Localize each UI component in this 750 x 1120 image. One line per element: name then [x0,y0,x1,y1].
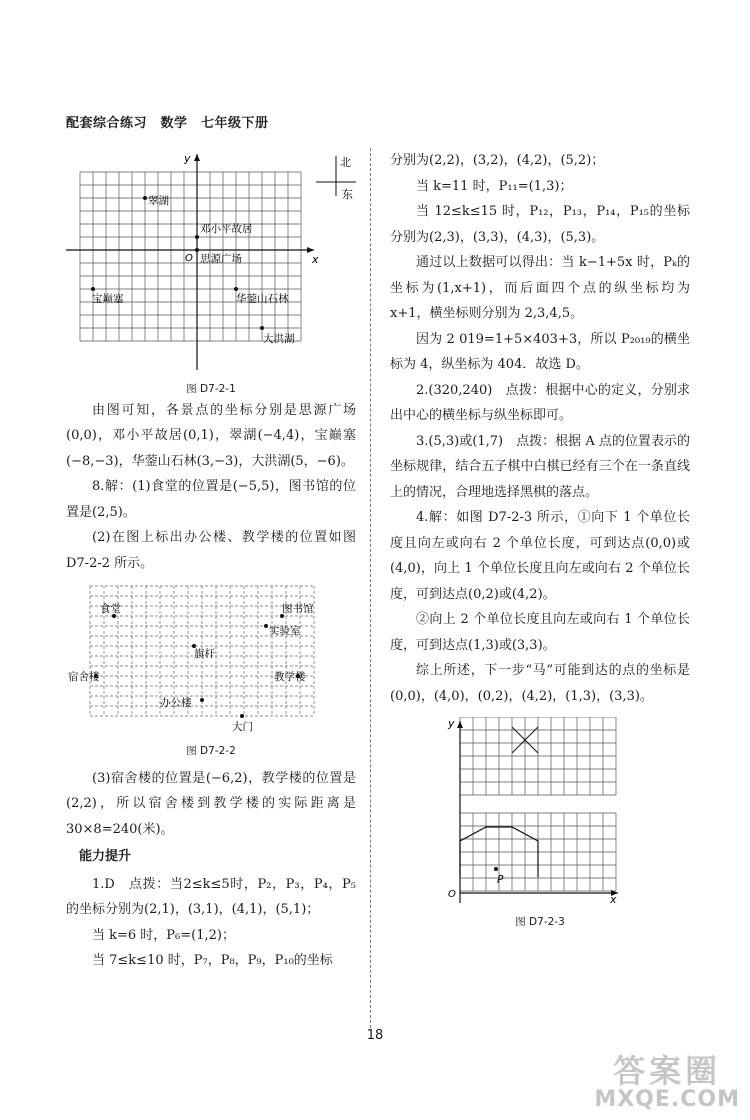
fig3-origin: O [448,889,456,900]
campus-coordinate-grid [66,582,356,732]
running-header: 配套综合练习 数学 七年级下册 [66,116,269,131]
label-jiaoxuelou: 教学楼 [274,671,306,683]
label-deng: 邓小平故居 [200,223,253,235]
watermark-line1: 答案圈 [613,1052,722,1090]
ability-1-k11: 当 k=11 时，P₁₁=(1,3)； [416,178,573,194]
fig3-point-p: P [497,874,504,886]
watermark-line2: MXQE.COM [594,1087,740,1112]
label-shiyanshi: 实验室 [269,625,301,637]
ability-2-text: 2.(320,240) 点拨：根据中心的定义，分别求出中心的横坐标与纵坐标即可。 [390,382,690,423]
ability-1-k7-10: 当 7≤k≤10 时，P₇，P₈，P₉，P₁₀的坐标 [92,953,333,968]
label-sushelou: 宿舍楼 [68,671,100,683]
figure-d7-2-1 [66,152,356,398]
label-cuihu: 翠湖 [148,195,169,207]
label-qigan: 旗杆 [194,648,215,660]
scenic-coordinate-grid [66,152,356,370]
ability-1-conclusion: 因为 2 019=1+5×403+3，所以 P₂₀₁₉的横坐标为 4，纵坐标为 404．故选 D。 [390,331,690,372]
label-baodian: 宝巅塞 [92,293,124,305]
answer-8-1-text: 8.解：(1)食堂的位置是(−5,5)，图书馆的位置是(2,5)。 [66,479,356,520]
page-number: 18 [366,1028,384,1043]
caption-d7-2-3: 图 D7-2-3 [515,915,565,928]
compass-north: 北 [340,156,351,169]
chess-horse-grid [390,717,690,903]
ability-4-step2: ②向上 2 个单位长度且向左或向右 1 个单位长度，可到达点(1,3)或(3,3)。 [390,612,690,653]
right-column [390,148,690,931]
fig3-x-label: x [610,893,617,903]
figure-d7-2-2 [66,582,356,760]
ability-1-cont: 分别为(2,2)，(3,2)，(4,2)，(5,2)； [390,153,605,168]
watermark [594,1054,740,1112]
answer-7-text: 由图可知，各景点的坐标分别是思源广场(0,0)，邓小平故居(0,1)，翠湖(−4,4)，宝巅塞(−8,−3)，华蓥山石林(3,−3)，大洪湖(5，−6)。 [66,402,356,469]
answer-8-2-text: (2)在图上标出办公楼、教学楼的位置如图 D7-2-2 所示。 [66,530,356,571]
ability-1-text: 1.D 点拨：当2≤k≤5时，P₂，P₃，P₄，P₅的坐标分别为(2,1)，(3,1)，(4,1)，(5,1)； [66,876,356,917]
label-bangonglou: 办公楼 [160,697,192,709]
column-divider [370,148,371,1028]
compass-east: 东 [342,188,353,201]
ability-1-pattern: 通过以上数据可以得出：当 k−1+5x 时，Pₖ的坐标为(1,x+1)，而后面四个点的纵坐标均为 x+1，横坐标则分别为 2,3,4,5。 [390,255,690,321]
y-axis-label: y [184,152,191,165]
x-axis-label: x [312,253,319,266]
ability-4-text: 4.解：如图 D7-2-3 所示，①向下 1 个单位长度且向左或向右 2 个单位长度，可到达点(0,0)或(4,0)，向上 1 个单位长度且向左或向右 2 个单位长度，可到达点(0,2)或(4,2)。 [390,510,690,602]
ability-3-text: 3.(5,3)或(1,7) 点拨：根据 A 点的位置表示的坐标规律，结合五子棋中白棋已经有三个在一条直线上的情况，合理地选择黑棋的落点。 [390,433,690,500]
label-tushuguan: 图书馆 [282,603,314,615]
label-damen: 大门 [232,721,253,732]
fig3-y-label: y [448,717,455,730]
figure-d7-2-3 [390,717,690,931]
ability-4-summary: 综上所述，下一步“马”可能到达的点的坐标是(0,0)，(4,0)，(0,2)，(4,2)，(1,3)，(3,3)。 [390,663,690,704]
caption-d7-2-2: 图 D7-2-2 [186,744,236,757]
origin-label: O [185,253,193,264]
label-dahong: 大洪湖 [263,333,295,345]
label-siyuan: 思源广场 [200,253,242,265]
ability-1-k12-15: 当 12≤k≤15 时，P₁₂，P₁₃，P₁₄，P₁₅的坐标分别为(2,3)，(3,3)，(4,3)，(5,3)。 [390,204,690,245]
caption-d7-2-1: 图 D7-2-1 [186,382,236,395]
section-title: 能力提升 [79,849,132,864]
label-shitang: 食堂 [100,603,121,615]
ability-1-k6: 当 k=6 时，P₆=(1,2)； [92,927,235,943]
label-huaying: 华蓥山石林 [236,293,289,305]
left-column [66,152,356,974]
answer-8-3-text: (3)宿舍楼的位置是(−6,2)，教学楼的位置是(2,2)，所以宿舍楼到教学楼的实际距离是 30×8=240(米)。 [66,770,356,837]
